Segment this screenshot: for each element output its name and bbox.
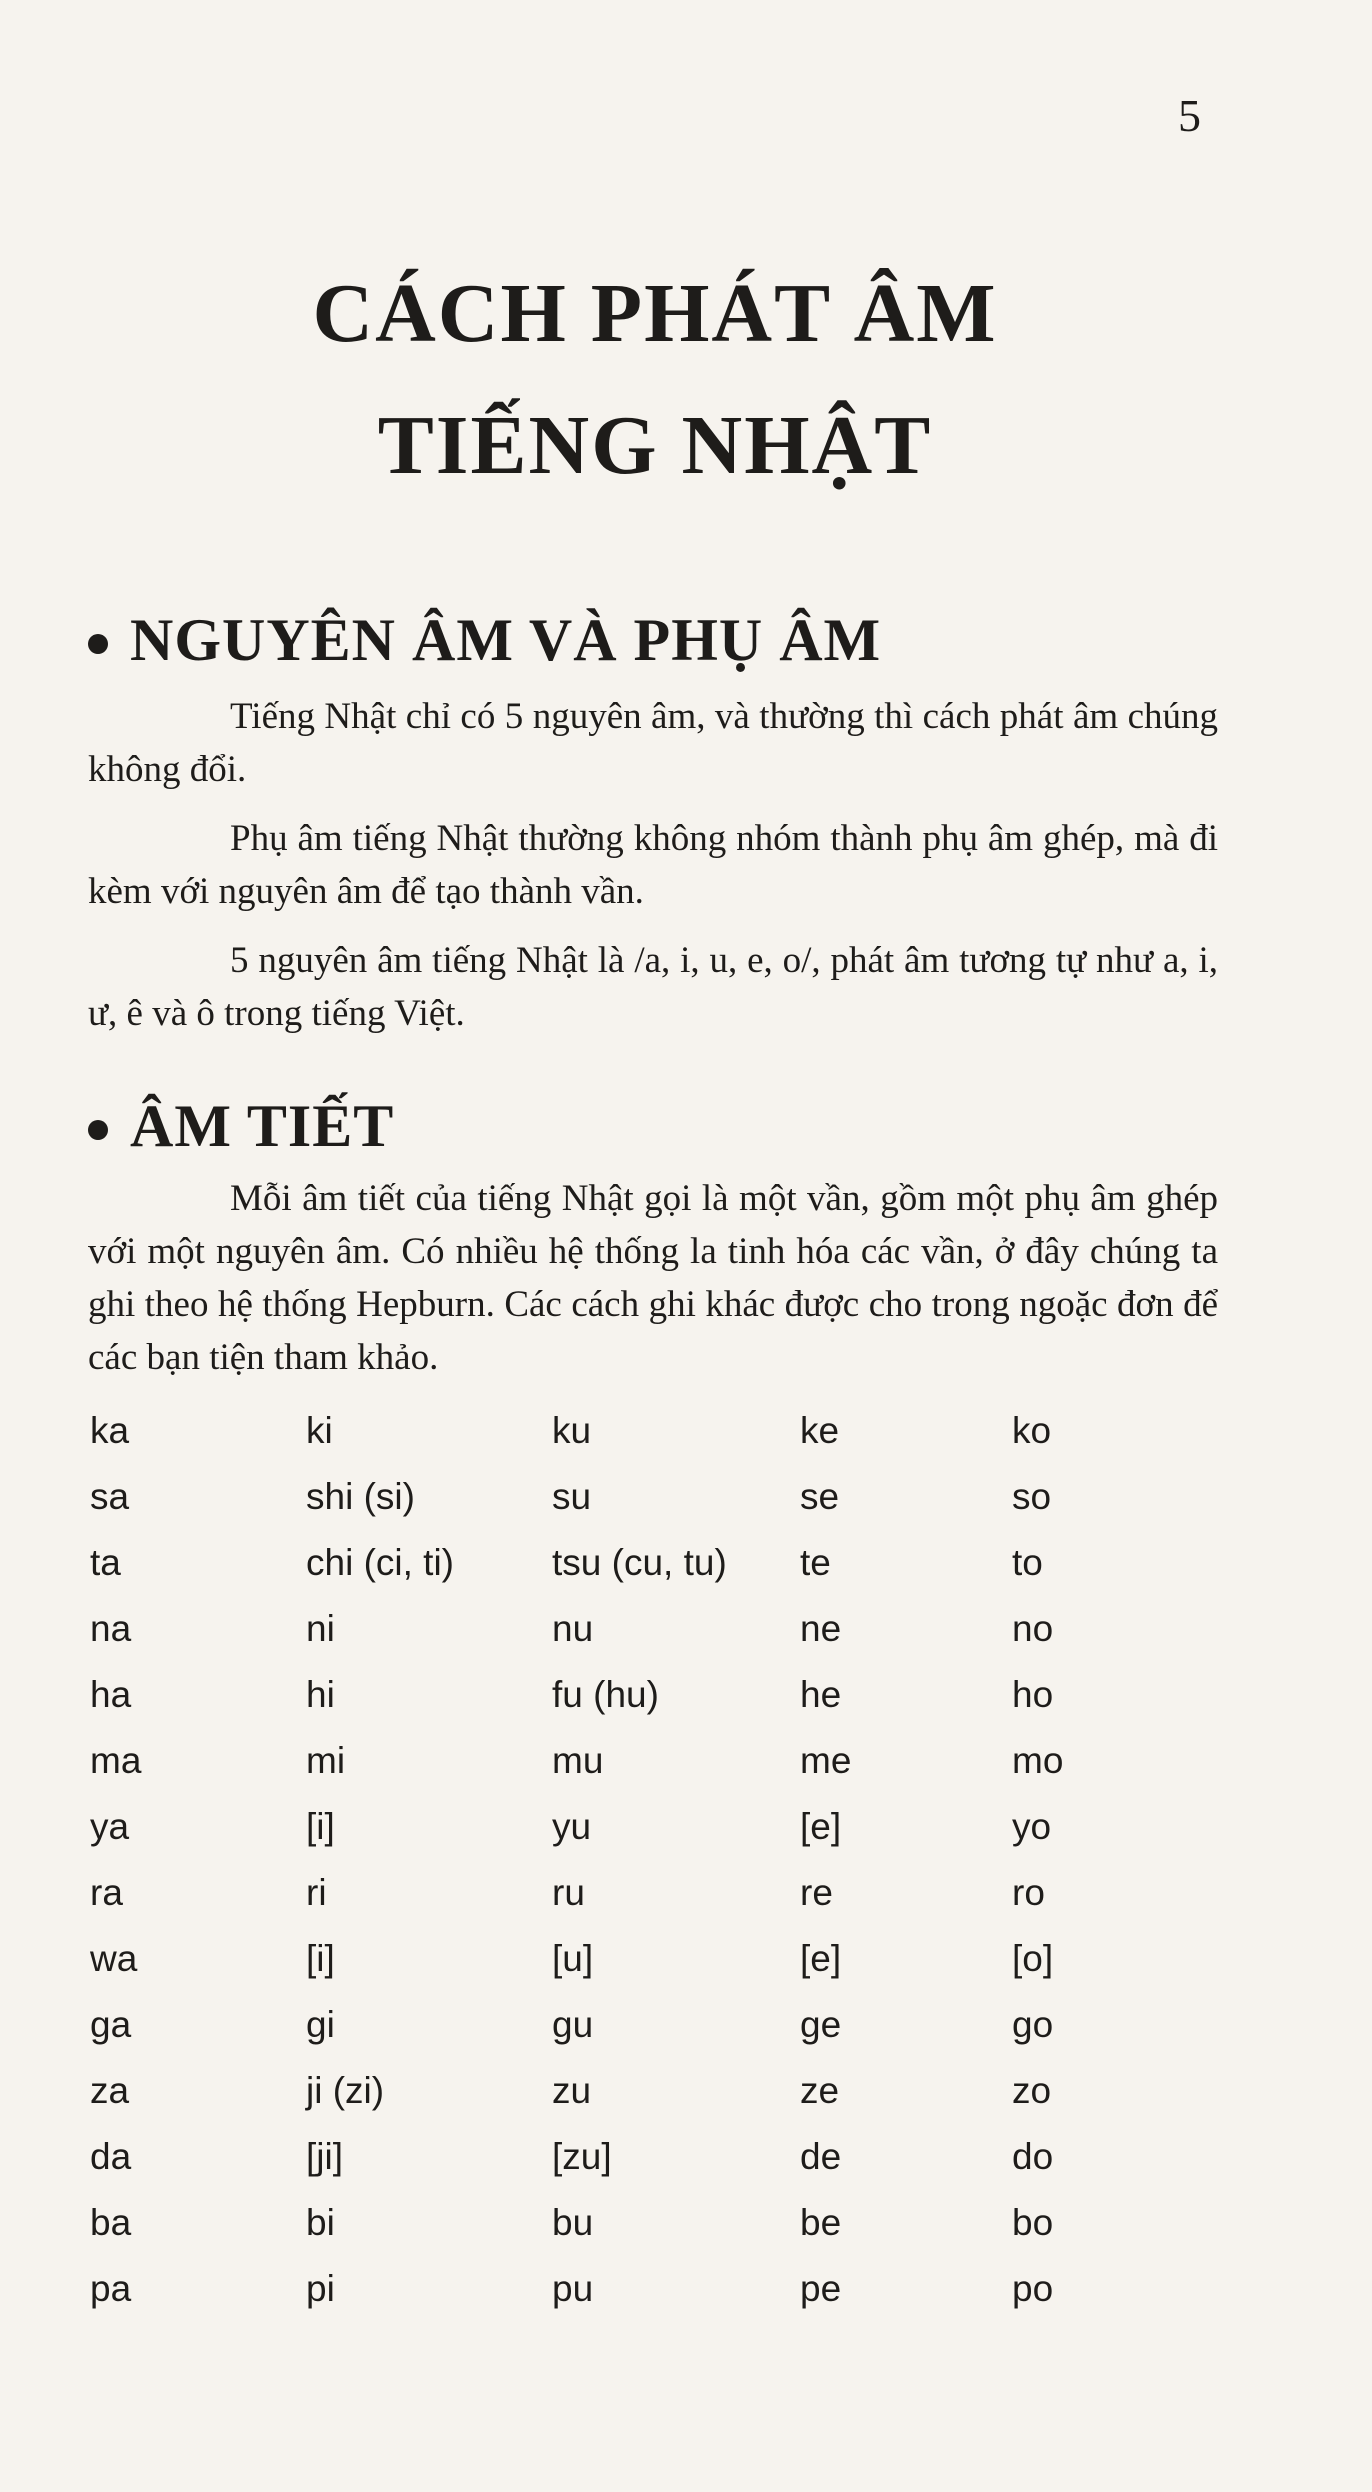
syllable-cell: [ji] <box>306 2136 343 2177</box>
syllable-cell: su <box>552 1476 592 1517</box>
table-row <box>90 2124 1172 2190</box>
syllable-cell: se <box>800 1476 840 1517</box>
syllable-cell: ge <box>800 2004 842 2045</box>
table-row <box>90 1728 1172 1794</box>
syllable-cell: ro <box>1012 1872 1045 1913</box>
syllable-cell: [zu] <box>552 2136 612 2177</box>
syllable-cell: na <box>90 1608 132 1649</box>
syllable-cell: [i] <box>306 1806 335 1847</box>
syllable-cell: ho <box>1012 1674 1054 1715</box>
syllable-cell: ki <box>306 1410 333 1451</box>
syllable-cell: pi <box>306 2268 335 2309</box>
syllable-cell: [e] <box>800 1938 842 1979</box>
syllable-cell: sa <box>90 1476 130 1517</box>
syllable-cell: [o] <box>1012 1938 1054 1979</box>
syllable-cell: za <box>90 2070 130 2111</box>
syllable-cell: be <box>800 2202 842 2243</box>
syllable-cell: zo <box>1012 2070 1052 2111</box>
paragraph: Mỗi âm tiết của tiếng Nhật gọi là một vần, gồm một phụ âm ghép với một nguyên âm. Có nhiều hệ thống la tinh hóa các vần, ở đây chúng ta ghi theo hệ thống Hepburn. Các cách ghi khác được cho trong ngoặc đơn để các bạn tiện tham khảo. <box>88 1178 1218 1378</box>
paragraph: Phụ âm tiếng Nhật thường không nhóm thành phụ âm ghép, mà đi kèm với nguyên âm để tạo thành vần. <box>88 818 1218 912</box>
syllable-cell: pe <box>800 2268 842 2309</box>
syllable-cell: no <box>1012 1608 1054 1649</box>
section-heading-vowels-consonants <box>88 604 881 676</box>
syllable-cell: ya <box>90 1806 130 1847</box>
section-heading-text: ÂM TIẾT <box>130 1093 395 1159</box>
table-row <box>90 1860 1172 1926</box>
syllable-cell: tsu (cu, tu) <box>552 1542 727 1583</box>
syllable-cell: ka <box>90 1410 130 1451</box>
syllable-cell: wa <box>90 1938 138 1979</box>
section-heading-text: NGUYÊN ÂM VÀ PHỤ ÂM <box>130 607 882 673</box>
syllable-cell: chi (ci, ti) <box>306 1542 454 1583</box>
bullet-icon <box>88 1120 108 1140</box>
syllable-cell: pu <box>552 2268 594 2309</box>
syllable-cell: ni <box>306 1608 335 1649</box>
syllable-cell: ku <box>552 1410 592 1451</box>
syllable-cell: mo <box>1012 1740 1064 1781</box>
syllable-cell: bu <box>552 2202 594 2243</box>
bullet-icon <box>88 634 108 654</box>
syllable-cell: do <box>1012 2136 1054 2177</box>
page-title-line-1: CÁCH PHÁT ÂM <box>312 267 998 360</box>
syllable-cell: mu <box>552 1740 604 1781</box>
table-row <box>90 2256 1172 2322</box>
syllable-cell: fu (hu) <box>552 1674 659 1715</box>
syllable-cell: ri <box>306 1872 327 1913</box>
syllable-cell: [i] <box>306 1938 335 1979</box>
section-heading-syllables <box>88 1090 394 1162</box>
paragraph: 5 nguyên âm tiếng Nhật là /a, i, u, e, o/, phát âm tương tự như a, i, ư, ê và ô trong tiếng Việt. <box>88 940 1218 1034</box>
syllable-cell: yu <box>552 1806 592 1847</box>
syllable-cell: nu <box>552 1608 594 1649</box>
table-row <box>90 1662 1172 1728</box>
syllable-cell: ne <box>800 1608 842 1649</box>
table-row <box>90 1926 1172 1992</box>
syllable-cell: so <box>1012 1476 1052 1517</box>
table-row <box>90 1464 1172 1530</box>
table-row <box>90 1992 1172 2058</box>
syllable-cell: ke <box>800 1410 840 1451</box>
page-title <box>0 248 1310 512</box>
syllable-cell: yo <box>1012 1806 1052 1847</box>
syllable-cell: bo <box>1012 2202 1054 2243</box>
syllable-cell: de <box>800 2136 842 2177</box>
syllable-cell: to <box>1012 1542 1043 1583</box>
table-row <box>90 1794 1172 1860</box>
syllable-cell: ta <box>90 1542 121 1583</box>
syllable-cell: mi <box>306 1740 346 1781</box>
syllable-cell: ru <box>552 1872 585 1913</box>
syllable-cell: go <box>1012 2004 1054 2045</box>
syllable-cell: zu <box>552 2070 592 2111</box>
syllable-table <box>90 1398 1172 2322</box>
syllable-cell: te <box>800 1542 831 1583</box>
syllable-cell: hi <box>306 1674 335 1715</box>
syllable-cell: re <box>800 1872 833 1913</box>
paragraph: Tiếng Nhật chỉ có 5 nguyên âm, và thường thì cách phát âm chúng không đổi. <box>88 696 1218 790</box>
syllable-cell: ra <box>90 1872 123 1913</box>
table-row <box>90 1530 1172 1596</box>
table-row <box>90 2190 1172 2256</box>
syllable-cell: pa <box>90 2268 132 2309</box>
syllable-cell: bi <box>306 2202 335 2243</box>
table-row <box>90 2058 1172 2124</box>
page-number: 5 <box>1178 90 1201 141</box>
syllable-cell: da <box>90 2136 132 2177</box>
syllable-cell: gi <box>306 2004 335 2045</box>
syllable-cell: [e] <box>800 1806 842 1847</box>
syllable-cell: ze <box>800 2070 840 2111</box>
syllable-cell: po <box>1012 2268 1054 2309</box>
syllable-cell: [u] <box>552 1938 594 1979</box>
syllable-cell: shi (si) <box>306 1476 415 1517</box>
syllable-cell: ha <box>90 1674 132 1715</box>
syllable-cell: ma <box>90 1740 142 1781</box>
table-row <box>90 1596 1172 1662</box>
page-title-line-2: TIẾNG NHẬT <box>377 399 933 492</box>
syllable-cell: he <box>800 1674 842 1715</box>
syllable-cell: ga <box>90 2004 132 2045</box>
syllable-cell: gu <box>552 2004 594 2045</box>
table-row <box>90 1398 1172 1464</box>
syllable-cell: me <box>800 1740 852 1781</box>
syllable-cell: ba <box>90 2202 132 2243</box>
syllable-cell: ji (zi) <box>306 2070 385 2111</box>
syllable-cell: ko <box>1012 1410 1052 1451</box>
